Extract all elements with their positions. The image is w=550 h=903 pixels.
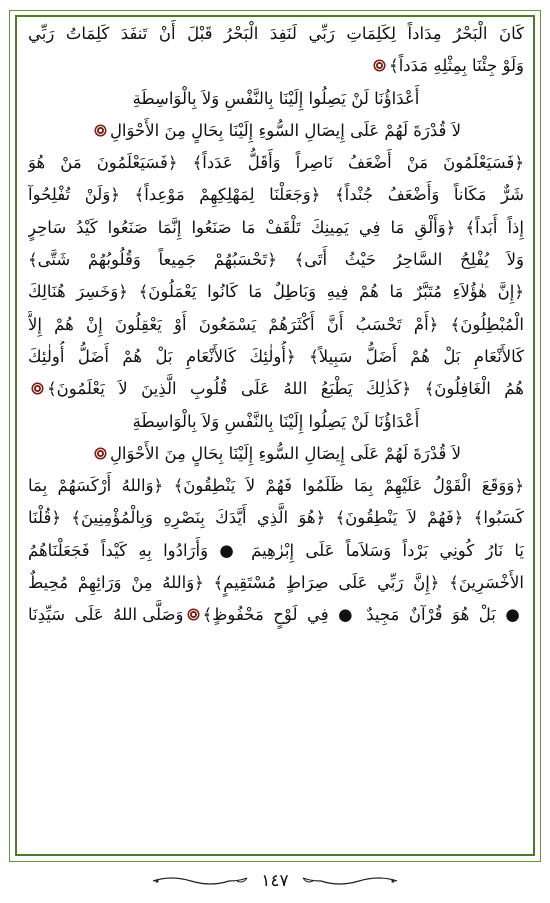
line-text: ﴿وَوَقَعَ الْقَوْلُ عَلَيْهِمْ بِمَا ظَلَمُوا فَهُمْ لاَ يَنْطِقُونَ﴾ ﴿وَاللهُ أَرْكَسَهُمْ بِمَا xyxy=(28,476,524,496)
line-text: وَلَوْ جِئْنَا بِمِثْلِهِ مَدَداً﴾ xyxy=(389,56,524,76)
flourish-right-icon xyxy=(299,874,399,888)
line-text: لاَ قُدْرَةَ لَهُمْ عَلَى إِيصَالِ السُّوءِ إِلَيْنَا بِحَالٍ مِنَ الأَحْوَالِ xyxy=(109,120,462,140)
text-line-17 xyxy=(28,535,524,567)
text-line-11 xyxy=(28,341,524,373)
refrain-line-3 xyxy=(28,406,524,438)
line-text: وَلاَ يُفْلِحُ السَّاحِرُ حَيْثُ أَتَى﴾ ﴿تَحْسَبُهُمْ جَمِيعاً وَقُلُوبُهُمْ شَتَّى﴾ xyxy=(28,250,524,270)
rosette-icon xyxy=(31,374,44,387)
text-line-6 xyxy=(28,179,524,211)
line-text: أَعْدَاؤُنَا لَنْ يَصِلُوا إِلَيْنَا بِالنَّفْسِ وَلاَ بِالْوَاسِطَةِ xyxy=(132,88,420,108)
text-line-9 xyxy=(28,276,524,308)
text-line-10 xyxy=(28,309,524,341)
refrain-line-2 xyxy=(28,115,524,147)
line-text: إِذاً أَبَداً﴾ ﴿وَأَلْقِ مَا فِي يَمِينِكَ تَلْقَفْ مَا صَنَعُوا إِنَّمَا صَنَعُوا كَيْدُ سَاحِرٍ xyxy=(28,217,524,237)
text-line-18 xyxy=(28,567,524,599)
line-text: كَسَبُوا﴾ ﴿فَهُمْ لاَ يَنْطِقُونَ﴾ ﴿هُوَ الَّذِي أَيَّدَكَ بِنَصْرِهِ وَبِالْمُؤْمِنِينَ﴾ ﴿قُلْنَا xyxy=(28,508,524,528)
line-text: كَالأَنْعَامِ بَلْ هُمْ أَضَلُّ سَبِيلاً﴾ ﴿أُولٰئِكَ كَالأَنْعَامِ بَلْ هُمْ أَضَلُّ أُولٰئِكَ xyxy=(28,346,524,366)
refrain-line-1 xyxy=(28,83,524,115)
text-line-5 xyxy=(28,147,524,179)
text-line-8 xyxy=(28,244,524,276)
text-line-15 xyxy=(28,470,524,502)
text-line-12 xyxy=(28,373,524,405)
line-text: لاَ قُدْرَةَ لَهُمْ عَلَى إِيصَالِ السُّوءِ إِلَيْنَا بِحَالٍ مِنَ الأَحْوَالِ xyxy=(109,443,462,463)
line-text: كَانَ الْبَحْرُ مِدَاداً لِكَلِمَاتِ رَبِّي لَنَفِدَ الْبَحْرُ قَبْلَ أَنْ تَنفَدَ كَلِمَاتُ رَبِّي xyxy=(28,24,524,43)
rosette-icon xyxy=(94,116,107,129)
text-line-1 xyxy=(28,18,524,50)
text-line-7 xyxy=(28,212,524,244)
line-text: شَرٌّ مَكَاناً وَأَضْعَفُ جُنْداً﴾ ﴿وَجَعَلْنَا لِمَهْلِكِهِمْ مَوْعِداً﴾ ﴿وَلَنْ تُفْلِحُوآ xyxy=(28,185,524,205)
rosette-icon xyxy=(94,439,107,452)
text-line-16 xyxy=(28,502,524,534)
line-text: يَا نَارُ كُونِي بَرْداً وَسَلاَماً عَلَى إِبْرٰهِيمَ ● وَأَرَادُوا بِهِ كَيْداً فَجَعَلْنَاهُمُ xyxy=(28,540,524,560)
refrain-line-4 xyxy=(28,438,524,470)
text-line-2 xyxy=(28,50,524,82)
page-number: ١٤٧ xyxy=(261,871,289,891)
rosette-icon xyxy=(187,600,200,613)
text-block xyxy=(28,18,524,632)
flourish-left-icon xyxy=(151,874,251,888)
line-text: ﴿إِنَّ هٰؤُلاَءِ مُتَبَّرٌ مَا هُمْ فِيهِ وَبَاطِلٌ مَا كَانُوا يَعْمَلُونَ﴾ ﴿وَخَسِرَ هُنَالِكَ xyxy=(28,282,524,302)
line-text: الْمُبْطِلُونَ﴾ ﴿أَمْ تَحْسَبُ أَنَّ أَكْثَرَهُمْ يَسْمَعُونَ أَوْ يَعْقِلُونَ إِنْ هُمْ إِلاَّ xyxy=(28,314,524,334)
line-text: أَعْدَاؤُنَا لَنْ يَصِلُوا إِلَيْنَا بِالنَّفْسِ وَلاَ بِالْوَاسِطَةِ xyxy=(132,411,420,431)
line-text: ● بَلْ هُوَ قُرْآنٌ مَجِيدٌ ● فِي لَوْحٍ مَحْفُوظٍ﴾ xyxy=(202,605,524,625)
line-text: هُمُ الْغَافِلُونَ﴾ ﴿كَذٰلِكَ يَطْبَعُ اللهُ عَلَى قُلُوبِ الَّذِينَ لاَ يَعْلَمُونَ﴾ xyxy=(47,379,524,399)
page-footer xyxy=(0,868,550,894)
line-text: ﴿فَسَيَعْلَمُونَ مَنْ أَضْعَفُ نَاصِراً وَأَقَلُّ عَدَداً﴾ ﴿فَسَيَعْلَمُونَ مَنْ هُوَ xyxy=(28,153,524,173)
line-text: وَصَلَّى اللهُ عَلَى سَيِّدِنَا xyxy=(28,605,184,625)
line-text: الأَخْسَرِينَ﴾ ﴿إِنَّ رَبِّي عَلَى صِرَاطٍ مُسْتَقِيمٍ﴾ ﴿وَاللهُ مِنْ وَرَائِهِمْ مُحِيطٌ xyxy=(28,573,524,593)
text-line-19 xyxy=(28,599,524,631)
rosette-icon xyxy=(373,51,386,64)
